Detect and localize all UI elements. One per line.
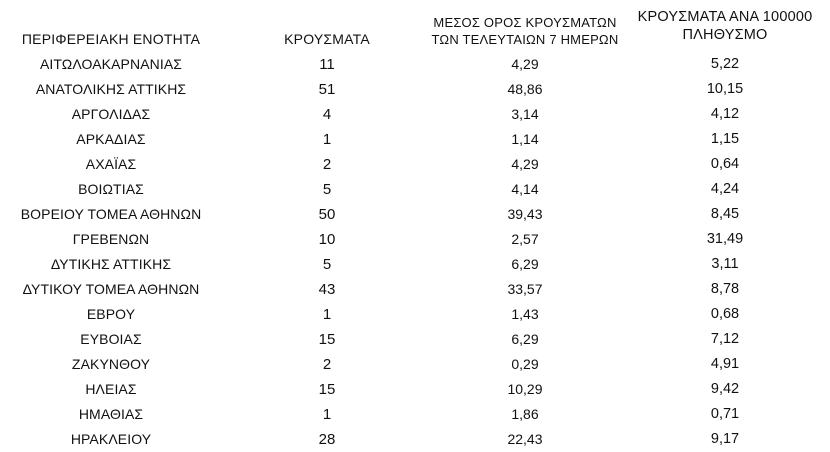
per100k-cell: 4,91 <box>710 356 740 372</box>
avg-cell: 6,29 <box>511 331 539 347</box>
avg-cell: 3,14 <box>511 106 539 122</box>
cases-cell: 15 <box>318 331 336 348</box>
region-cell: ΕΒΡΟΥ <box>86 306 136 322</box>
table-row <box>0 277 830 302</box>
avg-cell: 4,29 <box>511 156 539 172</box>
table-row <box>0 127 830 152</box>
table-row <box>0 177 830 202</box>
table-row <box>0 227 830 252</box>
region-cell: ΗΡΑΚΛΕΙΟΥ <box>70 431 152 447</box>
per100k-cell: 3,11 <box>711 256 739 272</box>
header-cases <box>262 31 392 48</box>
per100k-cell: 10,15 <box>706 81 744 97</box>
region-cell: ΓΡΕΒΕΝΩΝ <box>72 231 150 247</box>
header-cases-label: ΚΡΟΥΣΜΑΤΑ <box>284 31 370 47</box>
avg-cell: 4,14 <box>511 181 539 197</box>
header-per-100k-line2: ΠΛΗΘΥΣΜΟ <box>682 27 768 43</box>
table-row <box>0 352 830 377</box>
table-row <box>0 427 830 452</box>
cases-cell: 1 <box>322 131 332 148</box>
cases-cell: 15 <box>318 381 336 398</box>
table-row <box>0 302 830 327</box>
per100k-cell: 8,45 <box>710 206 740 222</box>
table-row <box>0 202 830 227</box>
header-7day-average-line1: ΜΕΣΟΣ ΟΡΟΣ ΚΡΟΥΣΜΑΤΩΝ <box>433 15 617 30</box>
cases-cell: 43 <box>318 281 336 298</box>
avg-cell: 39,43 <box>507 206 543 222</box>
region-cell: ΗΛΕΙΑΣ <box>85 381 137 397</box>
region-cell: ΑΝΑΤΟΛΙΚΗΣ ΑΤΤΙΚΗΣ <box>35 81 187 97</box>
avg-cell: 10,29 <box>507 381 543 397</box>
region-cell: ΒΟΙΩΤΙΑΣ <box>78 181 144 197</box>
header-region-label: ΠΕΡΙΦΕΡΕΙΑΚΗ ΕΝΟΤΗΤΑ <box>21 31 201 47</box>
region-cell: ΗΜΑΘΙΑΣ <box>78 406 144 422</box>
header-per-100k <box>625 8 825 44</box>
cases-cell: 2 <box>322 356 332 373</box>
region-cell: ΔΥΤΙΚΟΥ ΤΟΜΕΑ ΑΘΗΝΩΝ <box>22 281 200 297</box>
avg-cell: 33,57 <box>507 281 543 297</box>
avg-cell: 2,57 <box>511 231 539 247</box>
per100k-cell: 0,71 <box>710 406 740 422</box>
cases-cell: 5 <box>322 181 332 198</box>
region-cell: ΑΙΤΩΛΟΑΚΑΡΝΑΝΙΑΣ <box>39 56 183 72</box>
cases-cell: 4 <box>322 106 332 123</box>
region-cell: ΑΡΓΟΛΙΔΑΣ <box>71 106 151 122</box>
region-cell: ΒΟΡΕΙΟΥ ΤΟΜΕΑ ΑΘΗΝΩΝ <box>20 206 202 222</box>
cases-cell: 1 <box>322 406 332 423</box>
cases-cell: 51 <box>318 81 336 98</box>
per100k-cell: 9,42 <box>710 381 740 397</box>
per100k-cell: 8,78 <box>710 281 740 297</box>
per100k-cell: 0,68 <box>710 306 740 322</box>
table-body <box>0 52 830 452</box>
avg-cell: 1,14 <box>511 131 539 147</box>
cases-cell: 2 <box>322 156 332 173</box>
header-per-100k-line1: ΚΡΟΥΣΜΑΤΑ ΑΝΑ 100000 <box>637 9 813 25</box>
table-row <box>0 402 830 427</box>
cases-cell: 28 <box>318 431 336 448</box>
cases-cell: 5 <box>322 256 332 273</box>
header-7day-average-line2: ΤΩΝ ΤΕΛΕΥΤΑΙΩΝ 7 ΗΜΕΡΩΝ <box>431 32 619 47</box>
table-row <box>0 377 830 402</box>
region-cell: ΖΑΚΥΝΘΟΥ <box>71 356 151 372</box>
per100k-cell: 31,49 <box>706 231 744 247</box>
table-row <box>0 77 830 102</box>
table-row <box>0 327 830 352</box>
region-cell: ΔΥΤΙΚΗΣ ΑΤΤΙΚΗΣ <box>50 256 172 272</box>
avg-cell: 4,29 <box>511 56 539 72</box>
per100k-cell: 0,64 <box>710 156 740 172</box>
table-row <box>0 102 830 127</box>
avg-cell: 6,29 <box>511 256 539 272</box>
per100k-cell: 9,17 <box>710 431 740 447</box>
per100k-cell: 7,12 <box>710 331 740 347</box>
per100k-cell: 4,24 <box>710 181 740 197</box>
header-region <box>0 31 222 48</box>
cases-cell: 50 <box>318 206 336 223</box>
per100k-cell: 4,12 <box>710 106 740 122</box>
table-row <box>0 52 830 77</box>
cases-cell: 1 <box>322 306 332 323</box>
avg-cell: 48,86 <box>507 81 543 97</box>
avg-cell: 0,29 <box>511 356 539 372</box>
table-row <box>0 252 830 277</box>
cases-cell: 11 <box>319 56 335 73</box>
table-row <box>0 152 830 177</box>
avg-cell: 22,43 <box>507 431 543 447</box>
avg-cell: 1,86 <box>511 406 539 422</box>
avg-cell: 1,43 <box>511 306 539 322</box>
per100k-cell: 5,22 <box>710 56 740 72</box>
cases-cell: 10 <box>318 231 336 248</box>
per100k-cell: 1,15 <box>710 131 740 147</box>
region-cell: ΕΥΒΟΙΑΣ <box>80 331 142 347</box>
region-cell: ΑΡΚΑΔΙΑΣ <box>76 131 146 147</box>
header-7day-average <box>420 14 630 48</box>
region-cell: ΑΧΑΪΑΣ <box>85 156 137 172</box>
